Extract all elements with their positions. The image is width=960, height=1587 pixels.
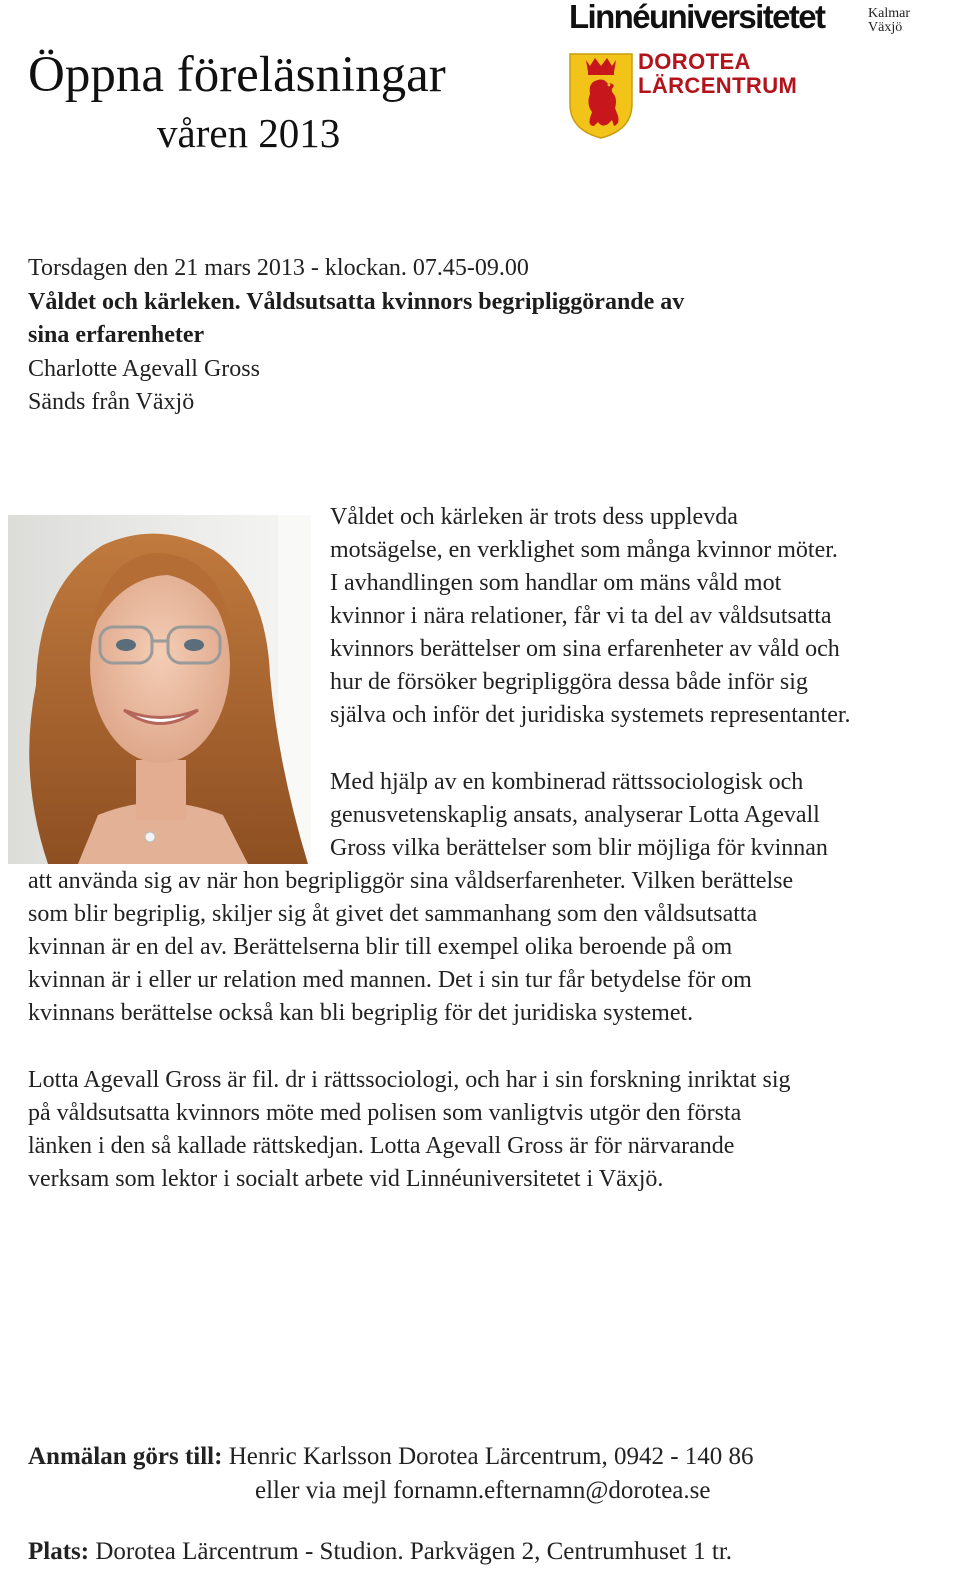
place-line	[28, 1535, 732, 1569]
p2-line: Med hjälp av en kombinerad rättssociologisk och	[330, 769, 804, 795]
event-speaker: Charlotte Agevall Gross	[28, 355, 260, 382]
place-value: Dorotea Lärcentrum - Studion. Parkvägen 2, Centrumhuset 1 tr.	[89, 1538, 733, 1565]
body-paragraph-3	[28, 1064, 791, 1196]
speaker-portrait	[8, 515, 311, 864]
event-broadcast-note: Sänds från Växjö	[28, 389, 195, 415]
registration-email-line: eller via mejl fornamn.efternamn@dorotea.se	[255, 1477, 711, 1504]
portrait-image	[8, 515, 311, 864]
p3-line: verksam som lektor i socialt arbete vid Linnéuniversitetet i Växjö.	[28, 1166, 664, 1192]
body-paragraph-2-full	[28, 865, 793, 1030]
p1-line: själva och inför det juridiska systemets representanter.	[330, 702, 851, 728]
p1-line: kvinnors berättelser om sina erfarenheter av våld och	[330, 636, 840, 662]
page-subtitle: våren 2013	[157, 110, 341, 156]
p2-line: som blir begriplig, skiljer sig åt givet det sammanhang som den våldsutsatta	[28, 901, 758, 927]
p2-line: genusvetenskaplig ansats, analyserar Lotta Agevall	[330, 802, 820, 828]
event-title-line-2: sina erfarenheter	[28, 322, 205, 348]
coat-of-arms-icon	[568, 52, 634, 140]
event-title-line-1: Våldet och kärleken. Våldsutsatta kvinnors begripliggörande av	[28, 288, 685, 315]
p1-line: kvinnor i nära relationer, får vi ta del av våldsutsatta	[330, 603, 832, 629]
page-title: Öppna föreläsningar	[28, 47, 446, 103]
p2-line: kvinnans berättelse också kan bli begriplig för det juridiska systemet.	[28, 1000, 694, 1026]
p3-line: Lotta Agevall Gross är fil. dr i rättssociologi, och har i sin forskning inriktat sig	[28, 1067, 791, 1093]
p1-line: I avhandlingen som handlar om mäns våld mot	[330, 570, 782, 596]
logo-city-vaxjo: Växjö	[868, 20, 903, 35]
org-name-line-2: LÄRCENTRUM	[638, 73, 798, 98]
body-paragraph-1	[330, 501, 851, 732]
p3-line: länken i den så kallade rättskedjan. Lotta Agevall Gross är för närvarande	[28, 1133, 735, 1159]
event-info	[28, 252, 928, 420]
body-paragraph-2-wrapped	[330, 766, 828, 865]
p2-line: att använda sig av när hon begripliggör sina våldserfarenheter. Vilken berättelse	[28, 868, 794, 894]
p1-line: Våldet och kärleken är trots dess upplevda	[330, 504, 738, 530]
university-wordmark: Linnéuniversitetet	[569, 0, 825, 35]
p1-line: hur de försöker begripliggöra dessa både inför sig	[330, 669, 808, 695]
p2-line: Gross vilka berättelser som blir möjliga för kvinnan	[330, 835, 828, 861]
registration-contact: Henric Karlsson Dorotea Lärcentrum, 0942 - 140 86	[222, 1443, 754, 1470]
registration-label: Anmälan görs till:	[28, 1443, 223, 1470]
p3-line: på våldsutsatta kvinnors möte med polisen som vanligtvis utgör den första	[28, 1100, 742, 1126]
p2-line: kvinnan är en del av. Berättelserna blir till exempel olika beroende på om	[28, 934, 733, 960]
org-name-line-1: DOROTEA	[638, 49, 751, 74]
logo-city-kalmar: Kalmar	[868, 6, 910, 21]
logo-block	[566, 0, 926, 145]
p1-line: motsägelse, en verklighet som många kvinnor möter.	[330, 537, 838, 563]
registration-line	[28, 1440, 754, 1474]
p2-line: kvinnan är i eller ur relation med mannen. Det i sin tur får betydelse för om	[28, 967, 752, 993]
place-label: Plats:	[28, 1538, 90, 1565]
event-date-time: Torsdagen den 21 mars 2013 - klockan. 07.45-09.00	[28, 255, 529, 281]
